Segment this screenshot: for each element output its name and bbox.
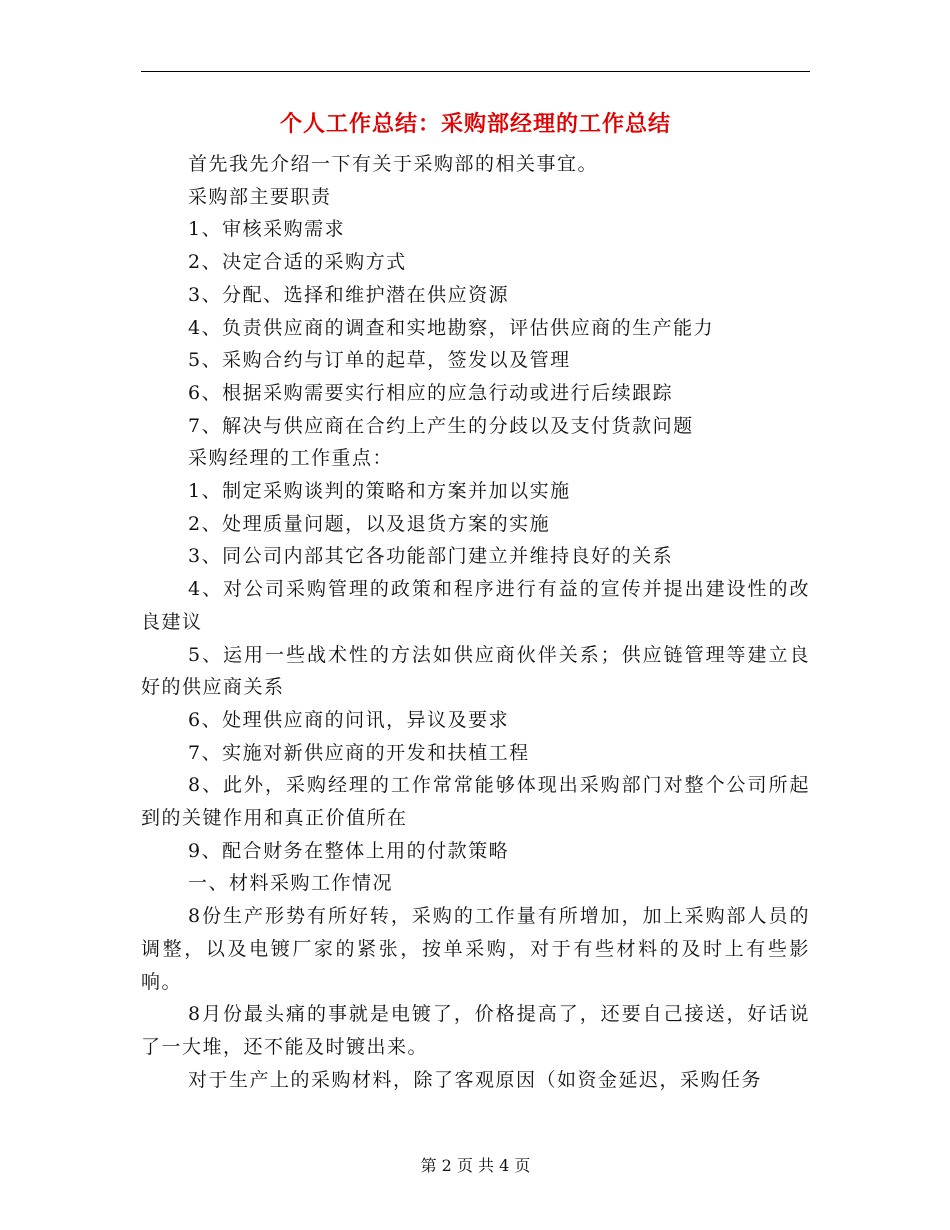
list-item: 2、决定合适的采购方式: [188, 251, 407, 274]
list-item: 1、审核采购需求: [188, 218, 346, 241]
list-item: 3、同公司内部其它各功能部门建立并维持良好的关系: [188, 545, 674, 568]
paragraph: 采购经理的工作重点：: [188, 447, 394, 470]
list-item: 5、采购合约与订单的起草，签发以及管理: [188, 349, 571, 372]
list-item: 1、制定采购谈判的策略和方案并加以实施: [188, 480, 571, 503]
list-item: 8、此外，采购经理的工作常常能够体现出采购部门对整个公司所起到的关键作用和真正价值所在: [141, 774, 810, 830]
page-number: 第 2 页 共 4 页: [420, 1156, 531, 1175]
list-item: 3、分配、选择和维护潜在供应资源: [188, 283, 510, 306]
paragraph: 首先我先介绍一下有关于采购部的相关事宜。: [188, 153, 599, 175]
paragraph: 采购部主要职责: [188, 185, 332, 208]
list-item: 4、对公司采购管理的政策和程序进行有益的宣传并提出建设性的改良建议: [141, 578, 810, 633]
header-rule: [141, 71, 810, 72]
list-item: 4、负责供应商的调查和实地勘察，评估供应商的生产能力: [188, 316, 715, 339]
document-body: [141, 148, 810, 1096]
list-item: 6、处理供应商的问讯，异议及要求: [188, 708, 510, 731]
paragraph: 8月份最头痛的事就是电镀了，价格提高了，还要自己接送，好话说了一大堆，还不能及时镀出来。: [141, 1003, 810, 1058]
list-item: 7、解决与供应商在合约上产生的分歧以及支付货款问题: [188, 414, 694, 437]
document-title: 个人工作总结：采购部经理的工作总结: [279, 112, 671, 137]
section-heading: 一、材料采购工作情况: [188, 872, 394, 895]
list-item: 5、运用一些战术性的方法如供应商伙伴关系；供应链管理等建立良好的供应商关系: [141, 643, 810, 699]
list-item: 2、处理质量问题，以及退货方案的实施: [188, 512, 551, 535]
list-item: 7、实施对新供应商的开发和扶植工程: [188, 741, 530, 764]
list-item: 9、配合财务在整体上用的付款策略: [188, 839, 510, 862]
paragraph: 8份生产形势有所好转，采购的工作量有所增加，加上采购部人员的调整，以及电镀厂家的紧张，按单采购，对于有些材料的及时上有些影响。: [141, 905, 810, 993]
list-item: 6、根据采购需要实行相应的应急行动或进行后续跟踪: [188, 381, 674, 404]
paragraph: 对于生产上的采购材料，除了客观原因（如资金延迟，采购任务: [188, 1068, 763, 1091]
